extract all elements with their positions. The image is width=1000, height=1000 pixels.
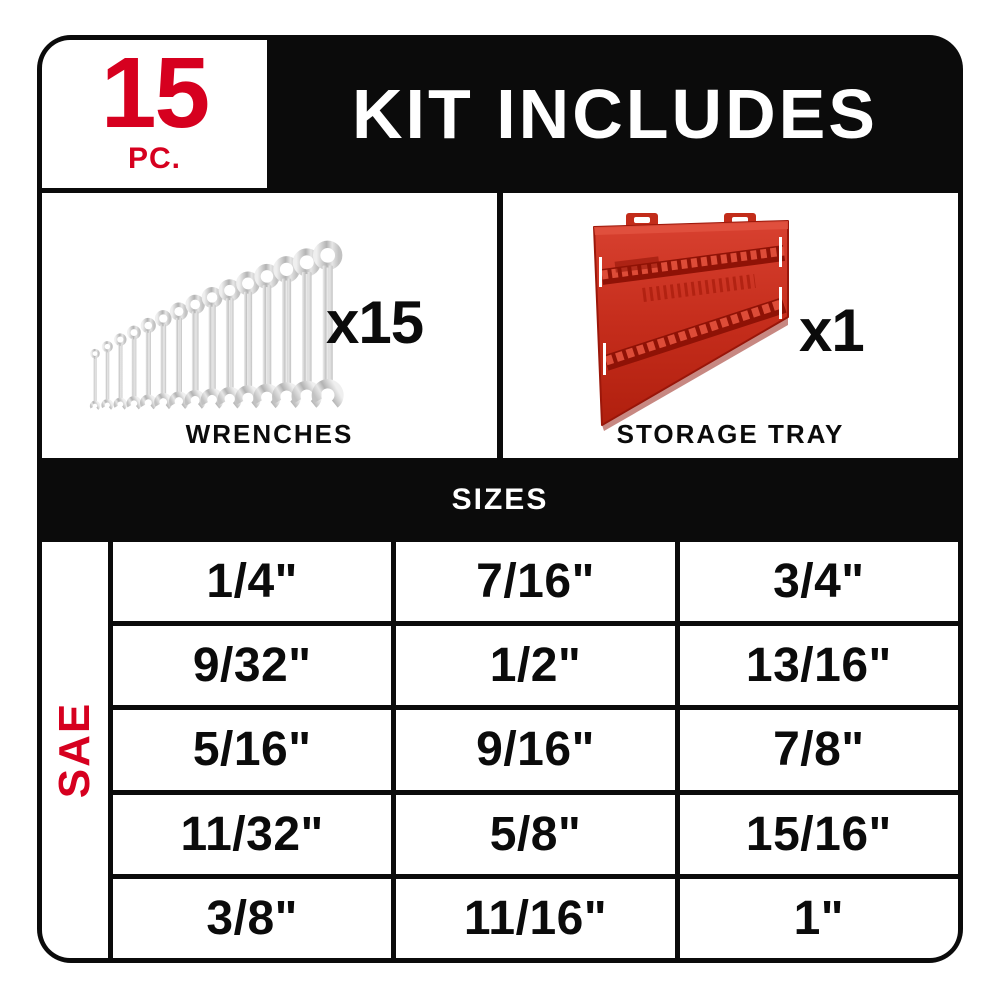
storage-tray-quantity: x1 [799, 297, 864, 364]
size-cell: 1/2" [396, 626, 674, 705]
size-cell: 11/16" [396, 879, 674, 958]
size-cell: 5/16" [113, 710, 391, 789]
size-cell: 7/8" [680, 710, 958, 789]
size-cell: 1/4" [113, 542, 391, 621]
storage-tray-label: STORAGE TRAY [616, 419, 845, 449]
size-cell: 9/32" [113, 626, 391, 705]
storage-tray-panel [503, 193, 958, 458]
page-title: KIT INCLUDES [352, 75, 878, 153]
standard-label: SAE [50, 701, 100, 799]
size-cell: 9/16" [396, 710, 674, 789]
size-cell: 5/8" [396, 795, 674, 874]
size-cell: 3/8" [113, 879, 391, 958]
size-cell: 7/16" [396, 542, 674, 621]
size-cell: 3/4" [680, 542, 958, 621]
sizes-table [42, 542, 958, 958]
wrenches-label: WRENCHES [185, 419, 354, 449]
wrenches-quantity: x15 [326, 289, 424, 356]
header-row [42, 37, 958, 188]
size-cell: 1" [680, 879, 958, 958]
piece-count-number: 15 [100, 37, 209, 149]
kit-includes-infographic [37, 35, 963, 963]
sizes-section-title: SIZES [451, 483, 549, 516]
piece-count-unit: PC. [127, 142, 181, 175]
size-cell: 11/32" [113, 795, 391, 874]
piece-count-badge [42, 37, 267, 188]
items-row [42, 193, 958, 458]
size-cell: 13/16" [680, 626, 958, 705]
wrenches-panel [42, 193, 497, 458]
standard-cell [42, 542, 108, 958]
size-cell: 15/16" [680, 795, 958, 874]
